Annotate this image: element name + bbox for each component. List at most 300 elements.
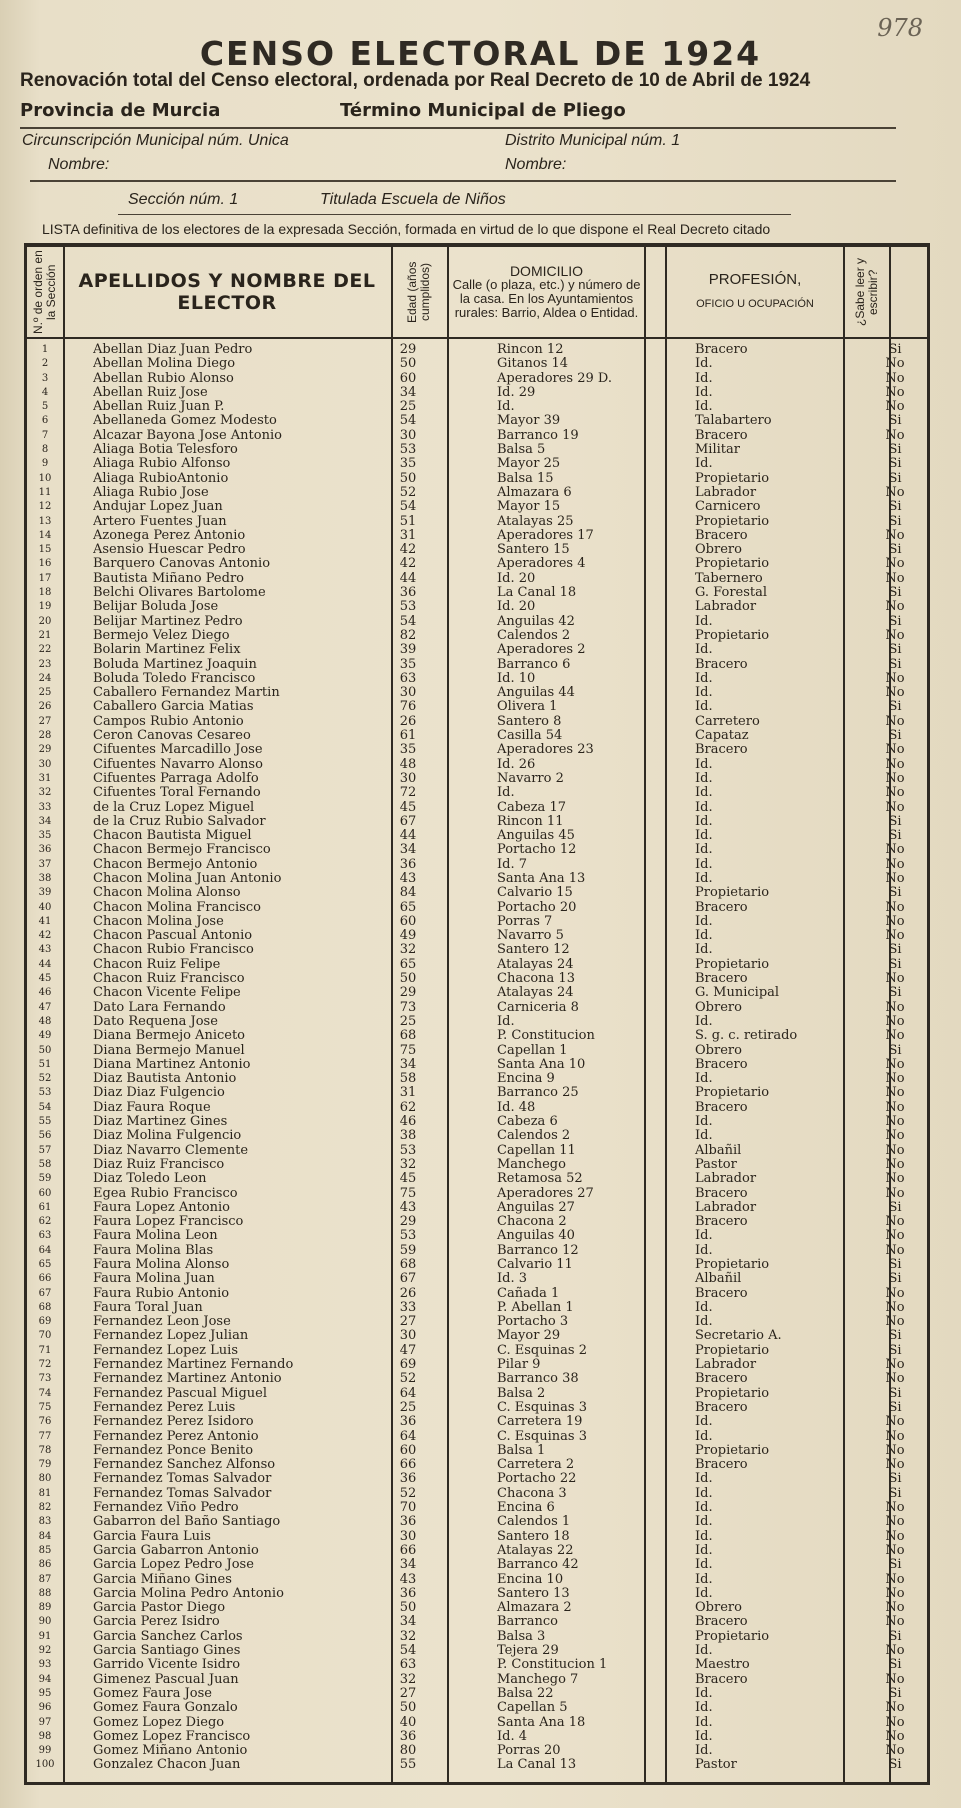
elector-domicilio: Calvario 11 xyxy=(497,1257,573,1272)
elector-sabe-leer: No xyxy=(885,1671,905,1687)
elector-age: 45 xyxy=(399,799,417,815)
elector-domicilio: C. Esquinas 2 xyxy=(497,1342,587,1358)
table-row xyxy=(27,443,927,457)
table-row xyxy=(27,843,927,857)
elector-name: Campos Rubio Antonio xyxy=(93,714,244,729)
table-row xyxy=(27,786,927,800)
elector-age: 32 xyxy=(399,1671,417,1687)
elector-sabe-leer: No xyxy=(885,1185,905,1201)
elector-profesion: Id. xyxy=(695,685,713,701)
elector-profesion: Bracero xyxy=(695,1399,748,1415)
elector-domicilio: Capellan 11 xyxy=(497,1142,576,1158)
elector-age: 27 xyxy=(399,1685,417,1701)
elector-profesion: Albañil xyxy=(695,1271,742,1287)
divider xyxy=(20,127,896,129)
elector-name: Chacon Bermejo Antonio xyxy=(93,857,258,872)
elector-name: Garcia Pastor Diego xyxy=(93,1601,226,1616)
row-number: 52 xyxy=(38,1073,52,1085)
elector-domicilio: Aperadores 17 xyxy=(497,527,594,543)
table-row xyxy=(27,414,927,428)
elector-age: 52 xyxy=(399,1485,417,1501)
table-row xyxy=(27,1044,927,1058)
elector-profesion: Propietario xyxy=(695,1385,770,1401)
elector-profesion: Propietario xyxy=(695,1442,770,1458)
elector-age: 62 xyxy=(399,1099,417,1115)
table-row xyxy=(27,1601,927,1615)
elector-sabe-leer: Si xyxy=(888,828,902,844)
elector-name: Chacon Bautista Miguel xyxy=(93,829,252,844)
elector-domicilio: P. Constitucion 1 xyxy=(497,1657,608,1673)
elector-domicilio: Balsa 2 xyxy=(497,1385,546,1401)
table-row xyxy=(27,1358,927,1372)
elector-domicilio: Barranco 38 xyxy=(497,1371,579,1387)
elector-name: Garcia Lopez Pedro Jose xyxy=(93,1558,254,1573)
elector-sabe-leer: No xyxy=(885,1156,905,1172)
row-number: 30 xyxy=(38,758,52,770)
row-number: 13 xyxy=(38,515,52,527)
table-row xyxy=(27,1272,927,1286)
elector-age: 68 xyxy=(399,1028,417,1044)
elector-domicilio: Pilar 9 xyxy=(497,1357,541,1373)
elector-name: Fernandez Perez Luis xyxy=(93,1400,236,1415)
elector-domicilio: Santero 8 xyxy=(497,713,562,729)
row-number: 61 xyxy=(38,1201,52,1213)
elector-age: 65 xyxy=(399,956,417,972)
elector-sabe-leer: No xyxy=(885,999,905,1015)
elector-name: Gonzalez Chacon Juan xyxy=(93,1758,241,1773)
row-number: 56 xyxy=(38,1130,52,1142)
elector-name: Chacon Rubio Francisco xyxy=(93,943,254,958)
elector-age: 40 xyxy=(399,1714,417,1730)
elector-name: Gomez Lopez Diego xyxy=(93,1715,225,1730)
elector-name: Fernandez Sanchez Alfonso xyxy=(93,1458,276,1473)
elector-profesion: Labrador xyxy=(695,599,757,615)
elector-domicilio: Cabeza 6 xyxy=(497,1114,558,1130)
elector-age: 30 xyxy=(399,770,417,786)
elector-profesion: Propietario xyxy=(695,956,770,972)
row-number: 77 xyxy=(38,1430,52,1442)
elector-age: 75 xyxy=(399,1042,417,1058)
row-number: 87 xyxy=(38,1573,52,1585)
table-row xyxy=(27,1444,927,1458)
elector-domicilio: Calvario 15 xyxy=(497,885,573,901)
elector-age: 66 xyxy=(399,1457,417,1473)
elector-sabe-leer: Si xyxy=(888,1042,902,1058)
table-row xyxy=(27,815,927,829)
table-row xyxy=(27,715,927,729)
elector-domicilio: Id. xyxy=(497,785,515,801)
elector-age: 64 xyxy=(399,1385,417,1401)
elector-profesion: Id. xyxy=(695,1471,713,1487)
elector-profesion: Id. xyxy=(695,1128,713,1144)
elector-profesion: Carretero xyxy=(695,713,760,729)
row-number: 67 xyxy=(38,1287,52,1299)
elector-sabe-leer: Si xyxy=(888,1271,902,1287)
elector-profesion: Id. xyxy=(695,670,713,686)
table-row xyxy=(27,600,927,614)
elector-sabe-leer: No xyxy=(885,770,905,786)
table-row xyxy=(27,700,927,714)
elector-domicilio: Id. 20 xyxy=(497,570,536,586)
elector-domicilio: Santa Ana 18 xyxy=(497,1714,586,1730)
elector-age: 60 xyxy=(399,1442,417,1458)
elector-domicilio: Anguilas 45 xyxy=(497,828,575,844)
elector-domicilio: Mayor 25 xyxy=(497,456,561,472)
elector-sabe-leer: No xyxy=(885,1643,905,1659)
elector-profesion: Bracero xyxy=(695,971,748,987)
elector-sabe-leer: Si xyxy=(888,656,902,672)
elector-sabe-leer: Si xyxy=(888,1399,902,1415)
elector-profesion: Id. xyxy=(695,1700,713,1716)
elector-sabe-leer: No xyxy=(885,1743,905,1759)
elector-name: Fernandez Martinez Antonio xyxy=(93,1372,282,1387)
table-row xyxy=(27,886,927,900)
elector-domicilio: Id. 20 xyxy=(497,599,536,615)
elector-sabe-leer: Si xyxy=(888,470,902,486)
row-number: 8 xyxy=(41,444,49,456)
row-number: 54 xyxy=(38,1101,52,1113)
table-row xyxy=(27,1530,927,1544)
elector-age: 51 xyxy=(399,513,417,529)
elector-age: 54 xyxy=(399,499,417,515)
elector-sabe-leer: No xyxy=(885,1600,905,1616)
elector-domicilio: Mayor 15 xyxy=(497,499,561,515)
row-number: 39 xyxy=(38,887,52,899)
elector-profesion: Obrero xyxy=(695,542,742,558)
table-row xyxy=(27,500,927,514)
elector-domicilio: Capellan 5 xyxy=(497,1700,568,1716)
row-number: 9 xyxy=(41,458,49,470)
elector-profesion: Id. xyxy=(695,1714,713,1730)
table-row xyxy=(27,1458,927,1472)
divider xyxy=(30,180,896,182)
col-header-num: N.º de orden en la Sección xyxy=(31,250,58,334)
elector-sabe-leer: No xyxy=(885,1371,905,1387)
table-row xyxy=(27,1430,927,1444)
nombre-left-label: Nombre: xyxy=(48,156,110,173)
table-row xyxy=(27,986,927,1000)
elector-age: 59 xyxy=(399,1242,417,1258)
elector-domicilio: Olivera 1 xyxy=(497,699,558,715)
elector-age: 73 xyxy=(399,999,417,1015)
elector-profesion: Id. xyxy=(695,1685,713,1701)
elector-domicilio: Encina 10 xyxy=(497,1571,564,1587)
elector-profesion: Id. xyxy=(695,1500,713,1516)
elector-age: 66 xyxy=(399,1542,417,1558)
elector-name: Boluda Martinez Joaquin xyxy=(93,657,257,672)
elector-profesion: Labrador xyxy=(695,1171,757,1187)
elector-profesion: Id. xyxy=(695,356,713,372)
elector-sabe-leer: No xyxy=(885,842,905,858)
elector-profesion: Pastor xyxy=(695,1757,737,1773)
col-header-domicilio: DOMICILIO Calle (o plaza, etc.) y número de la casa. En los Ayuntamientos rurales: Barrio, Aldea o Entidad. xyxy=(452,263,641,320)
elector-age: 54 xyxy=(399,613,417,629)
row-number: 78 xyxy=(38,1444,52,1456)
row-number: 15 xyxy=(38,544,52,556)
elector-age: 36 xyxy=(399,1585,417,1601)
elector-profesion: Id. xyxy=(695,1299,713,1315)
termino-label: Término Municipal de Pliego xyxy=(340,100,626,121)
elector-age: 45 xyxy=(399,1171,417,1187)
elector-sabe-leer: No xyxy=(885,1514,905,1530)
elector-name: Boluda Toledo Francisco xyxy=(93,671,256,686)
table-row xyxy=(27,1558,927,1572)
elector-profesion: Id. xyxy=(695,856,713,872)
table-row xyxy=(27,1301,927,1315)
elector-age: 30 xyxy=(399,427,417,443)
table-row xyxy=(27,643,927,657)
elector-sabe-leer: Si xyxy=(888,985,902,1001)
elector-sabe-leer: No xyxy=(885,870,905,886)
row-number: 91 xyxy=(38,1630,52,1642)
elector-domicilio: Santero 15 xyxy=(497,542,570,558)
table-row xyxy=(27,1573,927,1587)
elector-profesion: Labrador xyxy=(695,484,757,500)
elector-sabe-leer: No xyxy=(885,1285,905,1301)
elector-domicilio: Carretera 2 xyxy=(497,1457,575,1473)
table-row xyxy=(27,615,927,629)
elector-sabe-leer: Si xyxy=(888,885,902,901)
elector-domicilio: Tejera 29 xyxy=(497,1643,559,1659)
elector-name: Chacon Molina Jose xyxy=(93,914,224,929)
elector-age: 75 xyxy=(399,1185,417,1201)
elector-domicilio: Porras 7 xyxy=(497,913,553,929)
row-number: 94 xyxy=(38,1673,52,1685)
elector-name: Belijar Boluda Jose xyxy=(93,600,219,615)
elector-domicilio: Navarro 2 xyxy=(497,770,564,786)
elector-domicilio: Rincon 11 xyxy=(497,813,564,829)
elector-profesion: Secretario A. xyxy=(695,1328,782,1344)
table-row xyxy=(27,1687,927,1701)
elector-sabe-leer: No xyxy=(885,1542,905,1558)
elector-age: 31 xyxy=(399,527,417,543)
elector-profesion: Id. xyxy=(695,1728,713,1744)
row-number: 76 xyxy=(38,1416,52,1428)
elector-age: 27 xyxy=(399,1314,417,1330)
elector-profesion: S. g. c. retirado xyxy=(695,1028,798,1044)
elector-profesion: Propietario xyxy=(695,470,770,486)
elector-domicilio: Carniceria 8 xyxy=(497,999,579,1015)
elector-age: 84 xyxy=(399,885,417,901)
elector-sabe-leer: Si xyxy=(888,1685,902,1701)
elector-sabe-leer: Si xyxy=(888,1385,902,1401)
table-row xyxy=(27,1144,927,1158)
elector-profesion: Militar xyxy=(695,442,740,458)
elector-age: 50 xyxy=(399,1700,417,1716)
table-row xyxy=(27,1415,927,1429)
table-row xyxy=(27,372,927,386)
elector-name: Faura Lopez Antonio xyxy=(93,1200,230,1215)
elector-profesion: Obrero xyxy=(695,999,742,1015)
elector-sabe-leer: No xyxy=(885,1242,905,1258)
elector-sabe-leer: Si xyxy=(888,942,902,958)
elector-name: Fernandez Perez Antonio xyxy=(93,1429,259,1444)
elector-domicilio: Portacho 12 xyxy=(497,842,577,858)
elector-domicilio: Barranco 12 xyxy=(497,1242,579,1258)
elector-sabe-leer: No xyxy=(885,756,905,772)
row-number: 63 xyxy=(38,1230,52,1242)
row-number: 1 xyxy=(41,344,49,355)
elector-age: 30 xyxy=(399,1328,417,1344)
elector-domicilio: Portacho 20 xyxy=(497,899,577,915)
elector-name: Bermejo Velez Diego xyxy=(93,628,230,643)
table-row xyxy=(27,629,927,643)
elector-sabe-leer: No xyxy=(885,1228,905,1244)
elector-profesion: Bracero xyxy=(695,342,748,357)
elector-age: 82 xyxy=(399,627,417,643)
col-header-name: APELLIDOS Y NOMBRE DEL ELECTOR xyxy=(78,270,376,314)
row-number: 85 xyxy=(38,1544,52,1556)
elector-profesion: Id. xyxy=(695,1228,713,1244)
elector-sabe-leer: No xyxy=(885,1614,905,1630)
elector-sabe-leer: No xyxy=(885,685,905,701)
elector-age: 50 xyxy=(399,470,417,486)
elector-domicilio: Retamosa 52 xyxy=(497,1171,583,1187)
row-number: 12 xyxy=(38,501,52,513)
elector-profesion: Id. xyxy=(695,1414,713,1430)
elector-name: Faura Molina Blas xyxy=(93,1243,214,1258)
elector-domicilio: Barranco xyxy=(497,1614,558,1630)
elector-sabe-leer: Si xyxy=(888,728,902,744)
elector-name: Fernandez Ponce Benito xyxy=(93,1443,254,1458)
elector-name: Chacon Vicente Felipe xyxy=(93,986,241,1001)
elector-name: Gomez Lopez Francisco xyxy=(93,1729,251,1744)
elector-sabe-leer: No xyxy=(885,1442,905,1458)
row-number: 80 xyxy=(38,1473,52,1485)
elector-sabe-leer: Si xyxy=(888,342,902,357)
nombre-right-label: Nombre: xyxy=(505,156,567,173)
table-row xyxy=(27,1001,927,1015)
elector-domicilio: Calendos 1 xyxy=(497,1514,571,1530)
elector-age: 63 xyxy=(399,1657,417,1673)
elector-name: Diaz Toledo Leon xyxy=(93,1172,207,1187)
elector-name: Belijar Martinez Pedro xyxy=(93,614,243,629)
elector-age: 54 xyxy=(399,413,417,429)
table-row xyxy=(27,1072,927,1086)
elector-profesion: Propietario xyxy=(695,1342,770,1358)
elector-age: 67 xyxy=(399,1271,417,1287)
elector-domicilio: Calendos 2 xyxy=(497,1128,571,1144)
table-row xyxy=(27,1187,927,1201)
elector-profesion: Id. xyxy=(695,1743,713,1759)
row-number: 74 xyxy=(38,1387,52,1399)
elector-name: Fernandez Tomas Salvador xyxy=(93,1472,272,1487)
elector-profesion: Bracero xyxy=(695,656,748,672)
elector-age: 43 xyxy=(399,1571,417,1587)
circunscripcion-label: Circunscripción Municipal núm. Unica xyxy=(22,132,289,149)
elector-name: Cifuentes Toral Fernando xyxy=(93,786,261,801)
elector-domicilio: C. Esquinas 3 xyxy=(497,1428,587,1444)
row-number: 35 xyxy=(38,830,52,842)
elector-profesion: Obrero xyxy=(695,1600,742,1616)
elector-age: 35 xyxy=(399,656,417,672)
elector-name: Aliaga Rubio Alfonso xyxy=(93,457,231,472)
row-number: 93 xyxy=(38,1659,52,1671)
elector-sabe-leer: No xyxy=(885,1700,905,1716)
elector-name: Caballero Garcia Matias xyxy=(93,700,254,715)
elector-name: Garcia Santiago Gines xyxy=(93,1644,241,1659)
row-number: 40 xyxy=(38,901,52,913)
elector-sabe-leer: No xyxy=(885,1013,905,1029)
elector-sabe-leer: No xyxy=(885,1099,905,1115)
row-number: 32 xyxy=(38,787,52,799)
table-row xyxy=(27,572,927,586)
elector-domicilio: Anguilas 27 xyxy=(497,1199,575,1215)
elector-name: Belchi Olivares Bartolome xyxy=(93,586,266,601)
row-number: 48 xyxy=(38,1015,52,1027)
row-number: 100 xyxy=(35,1759,55,1771)
table-row xyxy=(27,772,927,786)
elector-age: 34 xyxy=(399,1557,417,1573)
row-number: 31 xyxy=(38,772,52,784)
elector-sabe-leer: Si xyxy=(888,585,902,601)
elector-domicilio: Id. 48 xyxy=(497,1099,536,1115)
elector-name: Garcia Gabarron Antonio xyxy=(93,1543,259,1558)
elector-age: 26 xyxy=(399,1285,417,1301)
row-number: 3 xyxy=(41,372,49,384)
elector-sabe-leer: Si xyxy=(888,642,902,658)
elector-sabe-leer: No xyxy=(885,799,905,815)
elector-age: 30 xyxy=(399,1528,417,1544)
elector-age: 54 xyxy=(399,1643,417,1659)
row-number: 72 xyxy=(38,1359,52,1371)
table-row xyxy=(27,1029,927,1043)
elector-profesion: Bracero xyxy=(695,1099,748,1115)
elector-profesion: Labrador xyxy=(695,1357,757,1373)
elector-profesion: Id. xyxy=(695,756,713,772)
elector-domicilio: Id. xyxy=(497,399,515,415)
elector-name: Chacon Molina Alonso xyxy=(93,886,241,901)
col-header-sabe: ¿Sabe leer y escribir? xyxy=(853,257,880,327)
table-row xyxy=(27,357,927,371)
row-number: 86 xyxy=(38,1559,52,1571)
table-row xyxy=(27,858,927,872)
elector-domicilio: P. Constitucion xyxy=(497,1028,595,1044)
elector-profesion: Bracero xyxy=(695,1371,748,1387)
table-row xyxy=(27,1487,927,1501)
table-row xyxy=(27,1058,927,1072)
elector-age: 43 xyxy=(399,870,417,886)
elector-profesion: Id. xyxy=(695,1528,713,1544)
elector-name: Andujar Lopez Juan xyxy=(93,500,223,515)
table-row xyxy=(27,1172,927,1186)
elector-domicilio: Carretera 19 xyxy=(497,1414,583,1430)
elector-domicilio: Id. 3 xyxy=(497,1271,527,1287)
elector-profesion: Id. xyxy=(695,1114,713,1130)
elector-name: Chacon Ruiz Felipe xyxy=(93,957,221,972)
elector-profesion: Propietario xyxy=(695,1628,770,1644)
table-row xyxy=(27,343,927,357)
elector-domicilio: Manchego xyxy=(497,1156,566,1172)
row-number: 66 xyxy=(38,1273,52,1285)
elector-name: Chacon Molina Juan Antonio xyxy=(93,871,282,886)
elector-sabe-leer: No xyxy=(885,785,905,801)
elector-sabe-leer: Si xyxy=(888,456,902,472)
elector-sabe-leer: No xyxy=(885,384,905,400)
elector-profesion: Id. xyxy=(695,613,713,629)
elector-name: Fernandez Tomas Salvador xyxy=(93,1486,272,1501)
elector-profesion: Id. xyxy=(695,785,713,801)
elector-domicilio: Santero 13 xyxy=(497,1585,570,1601)
elector-profesion: Id. xyxy=(695,1013,713,1029)
elector-profesion: Propietario xyxy=(695,513,770,529)
elector-name: Cifuentes Marcadillo Jose xyxy=(93,743,263,758)
elector-name: Faura Molina Juan xyxy=(93,1272,215,1287)
table-row xyxy=(27,1215,927,1229)
row-number: 92 xyxy=(38,1645,52,1657)
elector-domicilio: Aperadores 29 D. xyxy=(497,370,612,386)
elector-age: 80 xyxy=(399,1743,417,1759)
